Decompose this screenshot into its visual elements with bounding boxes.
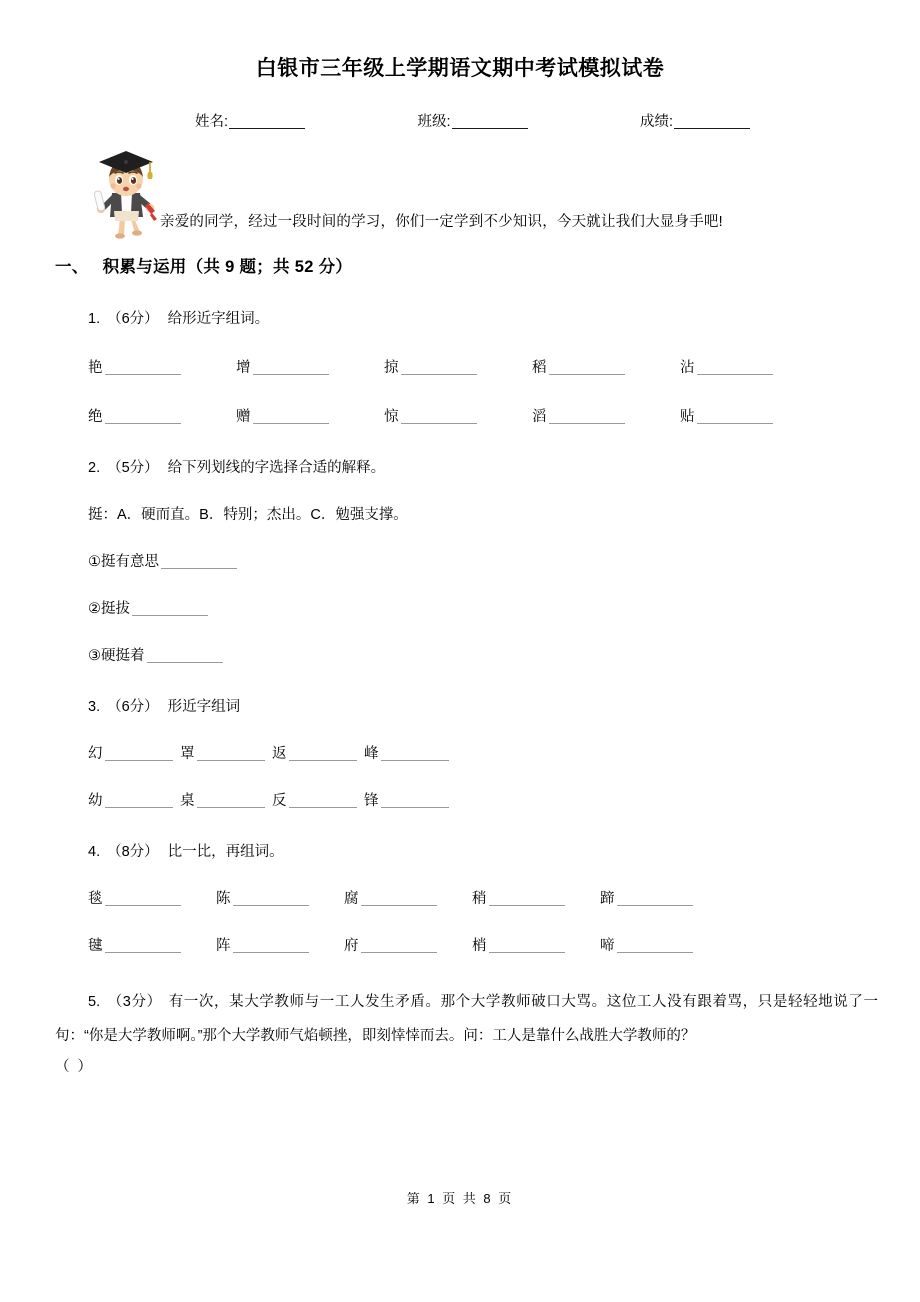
question-2-stem <box>88 456 920 477</box>
question-5-points: （3分） <box>107 994 162 1010</box>
char-label: 艳 <box>88 360 103 376</box>
char-cell[interactable] <box>88 789 180 810</box>
name-blank[interactable] <box>229 128 305 129</box>
score-field[interactable] <box>640 110 750 131</box>
question-5-text: 有一次，某大学教师与一工人发生矛盾。那个大学教师破口大骂。这位工人没有跟着骂，只是轻轻地说了一句：“你是大学教师啊。”那个大学教师气焰顿挫，即刻悻悻而去。问：工人是靠什么战胜大学教师的？ <box>55 994 878 1045</box>
char-cell[interactable] <box>180 742 272 763</box>
question-2-definition: 挺：A．硬而直。B．特别；杰出。C．勉强支撑。 <box>88 507 408 523</box>
answer-blank[interactable] <box>381 760 449 761</box>
char-cell[interactable] <box>272 789 364 810</box>
question-2-number: 2. <box>88 460 101 476</box>
char-cell[interactable] <box>472 887 600 908</box>
answer-blank[interactable] <box>233 952 309 953</box>
question-4-number: 4. <box>88 844 101 860</box>
question-1 <box>0 307 920 426</box>
char-label: 陈 <box>216 891 231 907</box>
answer-blank[interactable] <box>361 952 437 953</box>
answer-blank[interactable] <box>105 807 173 808</box>
answer-blank[interactable] <box>549 423 625 424</box>
question-2-subitem-2[interactable] <box>88 597 920 618</box>
score-label: 成绩: <box>639 114 673 130</box>
char-cell[interactable] <box>532 405 680 426</box>
char-label: 绝 <box>88 409 103 425</box>
char-cell[interactable] <box>344 934 472 955</box>
char-label: 稍 <box>472 891 487 907</box>
char-label: 反 <box>272 793 287 809</box>
question-2 <box>0 456 920 665</box>
greeting-block <box>0 147 920 243</box>
char-label: 贴 <box>680 409 695 425</box>
char-cell[interactable] <box>384 405 532 426</box>
char-label: 增 <box>236 360 251 376</box>
char-cell[interactable] <box>216 934 344 955</box>
char-label: 桌 <box>180 793 195 809</box>
page-title: 白银市三年级上学期语文期中考试模拟试卷 <box>255 57 665 80</box>
answer-blank[interactable] <box>617 952 693 953</box>
char-cell[interactable] <box>680 405 828 426</box>
class-blank[interactable] <box>452 128 528 129</box>
question-3-text: 形近字组词 <box>167 699 241 715</box>
char-label: 幼 <box>88 793 103 809</box>
char-cell[interactable] <box>364 742 456 763</box>
answer-blank[interactable] <box>253 423 329 424</box>
question-3-number: 3. <box>88 699 101 715</box>
char-cell[interactable] <box>344 887 472 908</box>
char-label: 赠 <box>236 409 251 425</box>
subitem-label: ③硬挺着 <box>88 648 145 664</box>
char-label: 掠 <box>384 360 399 376</box>
answer-blank[interactable] <box>105 760 173 761</box>
char-cell[interactable] <box>88 356 236 377</box>
char-label: 阵 <box>216 938 231 954</box>
answer-blank[interactable] <box>105 374 181 375</box>
answer-blank[interactable] <box>549 374 625 375</box>
char-cell[interactable] <box>88 405 236 426</box>
answer-blank[interactable] <box>401 374 477 375</box>
char-cell[interactable] <box>236 356 384 377</box>
question-3-stem <box>88 695 920 716</box>
question-4-row-2 <box>88 934 920 955</box>
answer-blank[interactable] <box>617 905 693 906</box>
char-cell[interactable] <box>216 887 344 908</box>
answer-blank[interactable] <box>489 952 565 953</box>
question-1-number: 1. <box>88 311 101 327</box>
question-1-points: （6分） <box>107 311 159 327</box>
answer-blank[interactable] <box>289 807 357 808</box>
score-blank[interactable] <box>674 128 750 129</box>
question-3-row-2 <box>88 789 920 810</box>
char-label: 罩 <box>180 746 195 762</box>
answer-blank[interactable] <box>361 905 437 906</box>
subitem-label: ①挺有意思 <box>88 554 159 570</box>
char-label: 沾 <box>680 360 695 376</box>
question-2-points: （5分） <box>107 460 159 476</box>
question-4-points: （8分） <box>107 844 159 860</box>
question-2-text: 给下列划线的字选择合适的解释。 <box>167 460 386 476</box>
question-3-row-1 <box>88 742 920 763</box>
char-cell[interactable] <box>88 887 216 908</box>
page-footer: 第 1 页 共 8 页 <box>406 1191 514 1206</box>
answer-blank[interactable] <box>233 905 309 906</box>
question-5-lead <box>55 994 88 1010</box>
char-cell[interactable] <box>88 934 216 955</box>
question-4 <box>0 840 920 955</box>
question-1-row-1 <box>88 356 920 377</box>
answer-blank[interactable] <box>197 807 265 808</box>
char-label: 毽 <box>88 938 103 954</box>
char-label: 府 <box>344 938 359 954</box>
char-cell[interactable] <box>472 934 600 955</box>
answer-blank[interactable] <box>381 807 449 808</box>
char-cell[interactable] <box>236 405 384 426</box>
question-3-points: （6分） <box>107 699 159 715</box>
answer-blank[interactable] <box>105 905 181 906</box>
char-cell[interactable] <box>180 789 272 810</box>
answer-blank[interactable] <box>161 568 237 569</box>
section-heading <box>0 253 920 277</box>
question-5 <box>0 985 920 1053</box>
section-number: 一、 <box>55 258 89 276</box>
subitem-label: ②挺拔 <box>88 601 130 617</box>
question-1-text: 给形近字组词。 <box>167 311 270 327</box>
char-cell[interactable] <box>384 356 532 377</box>
question-5-number: 5. <box>88 994 101 1010</box>
answer-blank[interactable] <box>147 662 223 663</box>
question-1-row-2 <box>88 405 920 426</box>
name-label: 姓名: <box>195 114 229 130</box>
char-cell[interactable] <box>600 934 728 955</box>
char-label: 惊 <box>384 409 399 425</box>
answer-blank[interactable] <box>697 423 773 424</box>
char-label: 返 <box>272 746 287 762</box>
char-label: 啼 <box>600 938 615 954</box>
answer-blank[interactable] <box>105 952 181 953</box>
char-label: 毯 <box>88 891 103 907</box>
greeting-text: 亲爱的同学，经过一段时间的学习，你们一定学到不少知识，今天就让我们大显身手吧! <box>160 214 723 230</box>
question-5-answer-paren[interactable]: （ ） <box>55 1059 95 1076</box>
answer-blank[interactable] <box>105 423 181 424</box>
answer-blank[interactable] <box>289 760 357 761</box>
char-label: 滔 <box>532 409 547 425</box>
char-label: 锋 <box>364 793 379 809</box>
char-cell[interactable] <box>680 356 828 377</box>
question-4-stem <box>88 840 920 861</box>
char-cell[interactable] <box>600 887 728 908</box>
question-2-subitem-1[interactable] <box>88 550 920 571</box>
char-label: 梢 <box>472 938 487 954</box>
answer-blank[interactable] <box>132 615 208 616</box>
answer-blank[interactable] <box>697 374 773 375</box>
question-2-subitem-3[interactable] <box>88 644 920 665</box>
graduate-student-icon <box>90 147 162 239</box>
answer-blank[interactable] <box>253 374 329 375</box>
answer-blank[interactable] <box>401 423 477 424</box>
char-label: 腐 <box>344 891 359 907</box>
section-title: 积累与运用（共 9 题；共 52 分） <box>102 258 353 276</box>
identity-row <box>0 110 920 131</box>
class-label: 班级: <box>417 114 451 130</box>
answer-blank[interactable] <box>197 760 265 761</box>
char-label: 蹄 <box>600 891 615 907</box>
char-label: 峰 <box>364 746 379 762</box>
char-cell[interactable] <box>532 356 680 377</box>
question-4-row-1 <box>88 887 920 908</box>
name-field[interactable] <box>195 110 305 131</box>
char-label: 稻 <box>532 360 547 376</box>
char-cell[interactable] <box>88 742 180 763</box>
class-field[interactable] <box>417 110 527 131</box>
char-cell[interactable] <box>272 742 364 763</box>
char-label: 幻 <box>88 746 103 762</box>
question-4-text: 比一比，再组词。 <box>167 844 284 860</box>
question-1-stem <box>88 307 920 328</box>
char-cell[interactable] <box>364 789 456 810</box>
answer-blank[interactable] <box>489 905 565 906</box>
question-3 <box>0 695 920 810</box>
